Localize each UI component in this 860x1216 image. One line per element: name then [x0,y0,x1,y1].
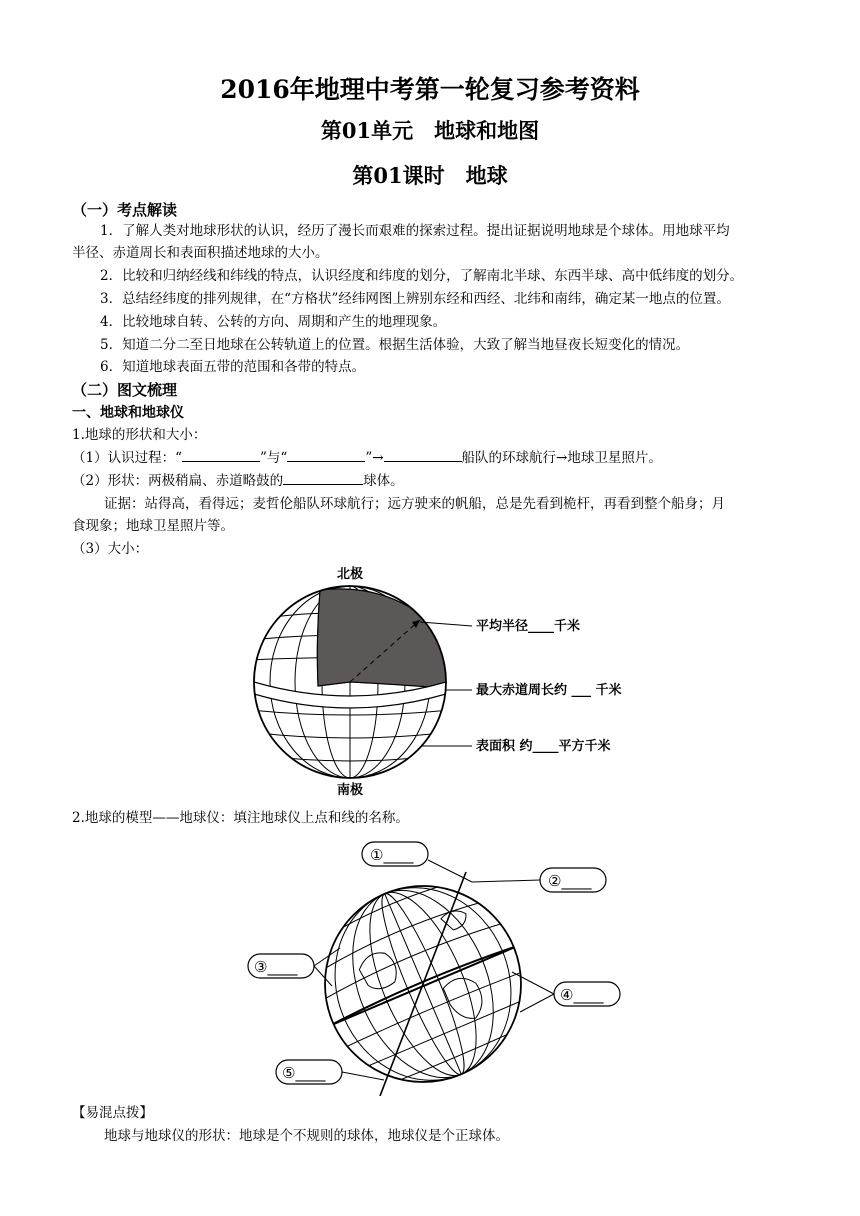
leader-4b [520,994,554,1012]
label-1: ①____ [370,846,414,864]
leader-5 [342,1072,384,1080]
section-heading-review: （二）图文梳理 [72,381,178,399]
question-1-1 [72,447,662,469]
label-3: ③____ [254,958,298,976]
fill-blank[interactable] [287,447,365,462]
q1-1-text-c: ”→ [365,450,384,466]
label-4: ④____ [560,986,604,1004]
leader-1 [428,860,472,882]
exam-point-2: 2．比较和归纳经线和纬线的特点，认识经度和纬度的划分，了解南北半球、东西半球、高中低纬度的划分。 [100,268,744,284]
fill-blank[interactable] [283,470,363,485]
fill-blank[interactable] [384,447,462,462]
exam-point-1-cont: 半径、赤道周长和表面积描述地球的大小。 [72,245,329,261]
label-5: ⑤____ [282,1064,326,1082]
document-title: 2016年地理中考第一轮复习参考资料 [220,75,640,104]
earth-size-diagram [240,560,660,800]
evidence-line-1: 证据：站得高，看得远；麦哲伦船队环球航行；远方驶来的帆船，总是先看到桅杆，再看到整个船身；月 [104,496,725,512]
tip-heading: 【易混点拨】 [72,1105,153,1121]
north-pole-label: 北极 [336,567,364,582]
question-2: 2.地球的模型——地球仪：填注地球仪上点和线的名称。 [72,810,409,826]
question-1: 1.地球的形状和大小： [72,427,207,443]
question-1-3: （3）大小： [72,541,149,557]
unit-title: 第01单元 地球和地图 [320,118,540,143]
earth-axis [380,872,466,1096]
fill-blank[interactable] [182,447,260,462]
question-1-2 [72,470,404,492]
subheading-earth-and-globe: 一、地球和地球仪 [72,405,184,421]
evidence-line-2: 食现象；地球卫星照片等。 [72,518,234,534]
label-2: ②____ [548,872,592,890]
exam-point-5: 5．知道二分二至日地球在公转轨道上的位置。根据生活体验，大致了解当地昼夜长短变化的情况。 [100,337,690,353]
leader-3b [314,966,332,986]
q1-2-text-a: （2）形状：两极稍扁、赤道略鼓的 [72,473,284,489]
exam-point-1: 1．了解人类对地球形状的认识，经历了漫长而艰难的探索过程。提出证据说明地球是个球体。用地球平均 [100,223,730,239]
exam-point-3: 3．总结经纬度的排列规律，在“方格状”经纬网图上辨别东经和西经、北纬和南纬，确定某一地点的位置。 [100,291,730,307]
leader-4a [512,972,554,994]
equator-label: 最大赤道周长约 ___ 千米 [476,683,622,698]
q1-1-text-b: ”与“ [260,450,288,466]
lesson-title: 第01课时 地球 [352,163,508,188]
area-label: 表面积 约____平方千米 [476,739,611,754]
exam-point-6: 6．知道地球表面五带的范围和各带的特点。 [100,359,366,375]
south-pole-label: 南极 [336,783,364,798]
q1-2-text-b: 球体。 [363,473,404,489]
q1-1-text-d: 船队的环球航行→地球卫星照片。 [461,450,662,466]
section-heading-exam-points: （一）考点解读 [72,201,178,219]
tip-text: 地球与地球仪的形状：地球是个不规则的球体，地球仪是个正球体。 [104,1128,509,1144]
globe-grid [240,560,460,800]
globe-model-diagram [240,836,630,1096]
leader-2 [472,880,540,882]
exam-point-4: 4．比较地球自转、公转的方向、周期和产生的地理现象。 [100,314,447,330]
radius-label: 平均半径____千米 [476,619,581,634]
q1-1-text-a: （1）认识过程：“ [72,450,182,466]
